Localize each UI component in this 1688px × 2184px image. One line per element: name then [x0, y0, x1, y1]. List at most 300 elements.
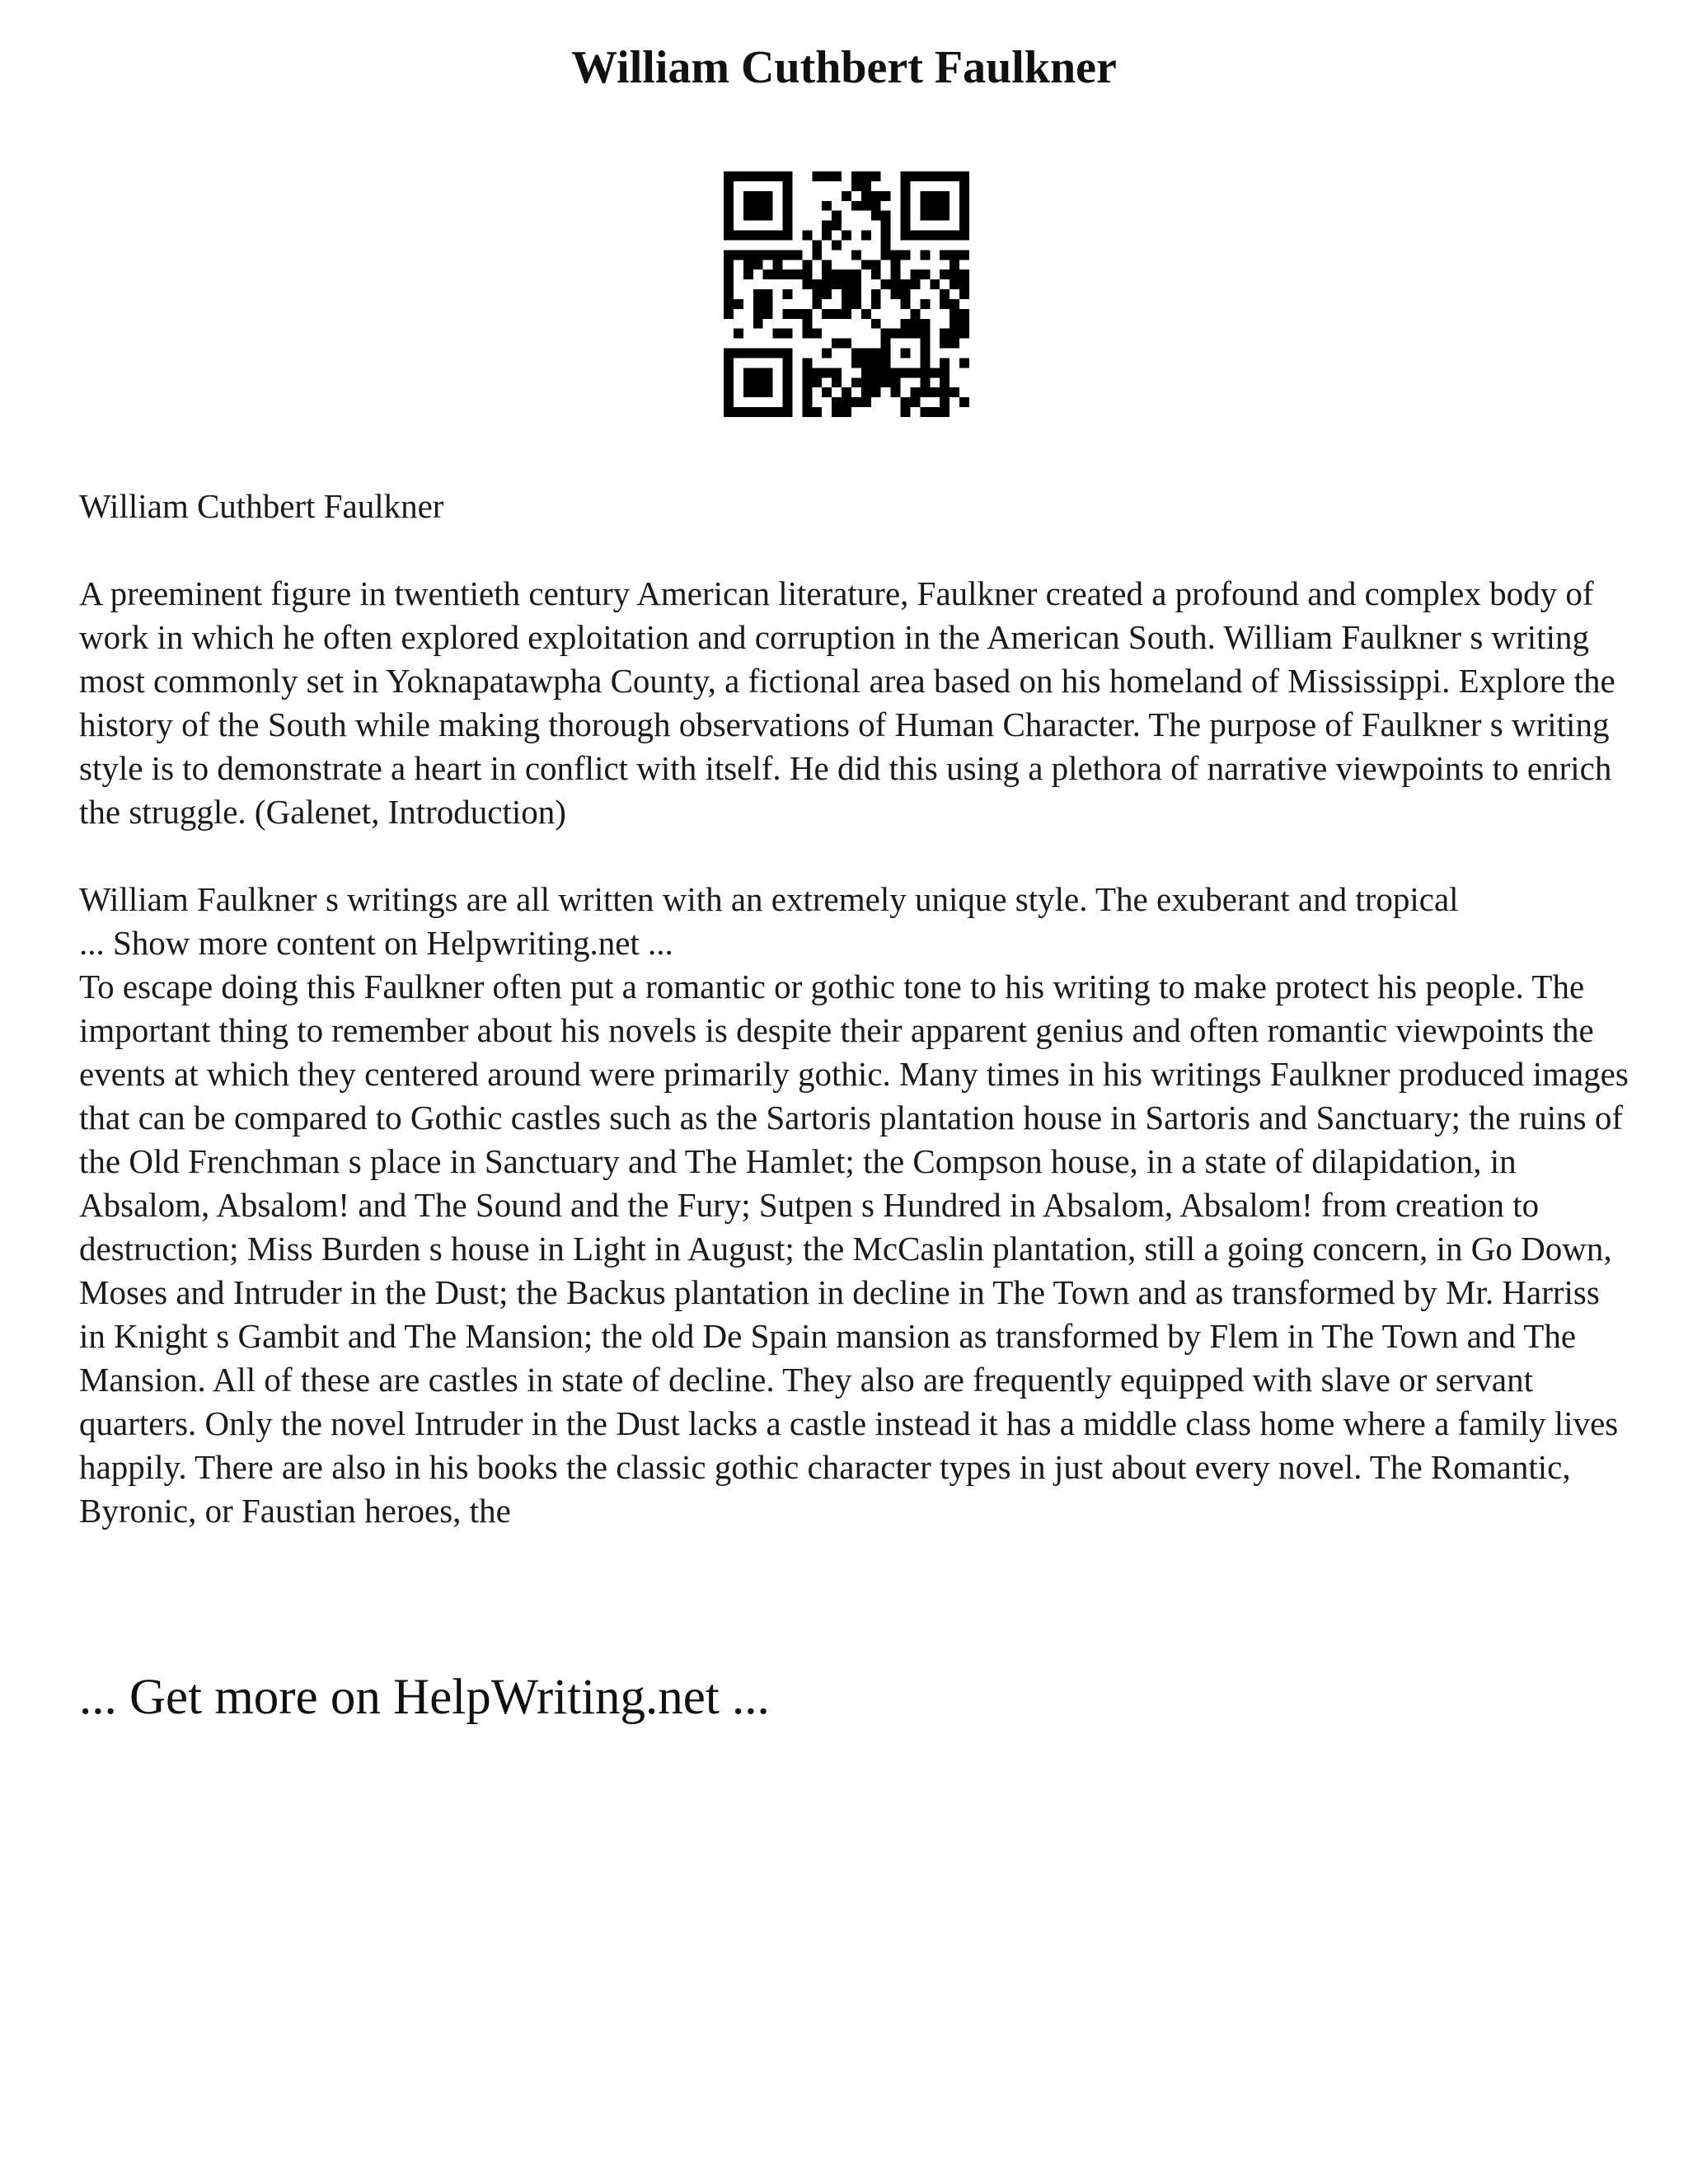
qr-module [773, 171, 783, 181]
qr-module [881, 349, 891, 359]
qr-module [861, 309, 871, 319]
qr-module [881, 250, 891, 260]
qr-module [724, 407, 734, 417]
qr-module [842, 397, 851, 407]
qr-module [753, 299, 763, 309]
qr-module [901, 181, 911, 191]
qr-module [792, 250, 802, 260]
qr-module [901, 349, 911, 359]
qr-module [901, 289, 911, 299]
qr-module [753, 191, 763, 201]
qr-module [940, 211, 950, 221]
qr-module [910, 279, 920, 289]
qr-module [871, 387, 881, 397]
qr-module [950, 279, 959, 289]
qr-module [763, 377, 773, 387]
qr-module [724, 358, 734, 368]
show-more-link[interactable]: ... Show more content on Helpwriting.net ... [79, 924, 673, 962]
qr-module [920, 377, 930, 387]
qr-module [920, 211, 930, 221]
qr-module [763, 250, 773, 260]
qr-module [832, 269, 842, 279]
qr-module [822, 289, 832, 299]
qr-module [724, 397, 734, 407]
qr-module [920, 201, 930, 211]
qr-module [724, 211, 734, 221]
qr-module [861, 368, 871, 377]
qr-module [753, 231, 763, 241]
qr-module [920, 319, 930, 329]
qr-module [910, 387, 920, 397]
qr-code-graphic [724, 171, 969, 417]
qr-module [734, 171, 743, 181]
qr-module [724, 299, 734, 309]
paragraph-gap [79, 528, 1629, 572]
qr-module [822, 309, 832, 319]
qr-module [891, 377, 901, 387]
paragraph-gothic-tone: To escape doing this Faulkner often put a romantic or gothic tone to his writing to make protect his people. The important thing to remember about his novels is despite their apparent genius and often romantic viewpoints the events at which they centered around were primarily gothic. Many times in his writings Faulkner produced images that can be compared to Gothic castles such as the Sartoris plantation house in Sartoris and Sanctuary; the ruins of the Old Frenchman s place in Sanctuary and The Hamlet; the Compson house, in a state of dilapidation, in Absalom, Absalom! and The Sound and the Fury; Sutpen s Hundred in Absalom, Absalom! from creation to destruction; Miss Burden s house in Light in August; the McCaslin plantation, still a going concern, in Go Down, Moses and Intruder in the Dust; the Backus plantation in decline in The Town and as transformed by Mr. Harriss in Knight s Gambit and The Mansion; the old De Spain mansion as transformed by Flem in The Town and The Mansion. All of these are castles in state of decline. They also are frequently equipped with slave or servant quarters. Only the novel Intruder in the Dust lacks a castle instead it has a middle class home where a family lives happily. There are also in his books the classic gothic character types in just about every novel. The Romantic, Byronic, or Faustian heroes, the [79, 968, 1629, 1530]
qr-module [783, 231, 793, 241]
qr-module [861, 377, 871, 387]
qr-module [753, 309, 763, 319]
paragraph-introduction: A preeminent figure in twentieth century American literature, Faulkner created a profound and complex body of work in which he often explored exploitation and corruption in the American South. William Faulkner s writing most commonly set in Yoknapatawpha County, a fictional area based on his homeland of Mississippi. Explore the history of the South while making thorough observations of Human Character. The purpose of Faulkner s writing style is to demonstrate a heart in conflict with itself. He did this using a plethora of narrative viewpoints to enrich the struggle. (Galenet, Introduction) [79, 574, 1615, 831]
qr-module [842, 279, 851, 289]
qr-module [940, 299, 950, 309]
qr-module [822, 171, 832, 181]
qr-module [734, 329, 743, 339]
qr-module [743, 191, 753, 201]
qr-module [832, 240, 842, 250]
qr-module [930, 231, 940, 241]
qr-module [910, 231, 920, 241]
qr-module [842, 269, 851, 279]
qr-module [832, 368, 842, 377]
qr-module [959, 289, 969, 299]
qr-module [891, 250, 901, 260]
qr-module [763, 349, 773, 359]
qr-module [802, 309, 812, 319]
qr-module [743, 260, 753, 269]
qr-module [920, 387, 930, 397]
qr-module [959, 269, 969, 279]
qr-module [940, 231, 950, 241]
qr-module [871, 191, 881, 201]
qr-module [901, 201, 911, 211]
qr-module [812, 377, 822, 387]
qr-module [881, 221, 891, 231]
qr-module [871, 171, 881, 181]
qr-module [832, 339, 842, 349]
qr-module [930, 211, 940, 221]
qr-module [851, 289, 861, 299]
qr-module [881, 377, 891, 387]
qr-module [822, 387, 832, 397]
qr-module [743, 231, 753, 241]
qr-module [959, 201, 969, 211]
qr-module [763, 269, 773, 279]
qr-module [950, 339, 959, 349]
qr-module [743, 387, 753, 397]
qr-module [802, 269, 812, 279]
qr-module [861, 191, 871, 201]
qr-module [950, 319, 959, 329]
qr-module [959, 319, 969, 329]
qr-module [881, 358, 891, 368]
qr-module [851, 279, 861, 289]
qr-module [910, 309, 920, 319]
qr-module [930, 191, 940, 201]
qr-module [802, 358, 812, 368]
qr-module [940, 201, 950, 211]
qr-module [842, 387, 851, 397]
qr-module [822, 231, 832, 241]
qr-module [891, 329, 901, 339]
qr-module [783, 211, 793, 221]
qr-module [871, 269, 881, 279]
qr-module [812, 299, 822, 309]
qr-module [959, 211, 969, 221]
qr-module [763, 407, 773, 417]
qr-module [802, 231, 812, 241]
qr-module [783, 250, 793, 260]
qr-module [832, 279, 842, 289]
qr-module [940, 358, 950, 368]
qr-module [783, 349, 793, 359]
qr-module [920, 171, 930, 181]
qr-module [724, 387, 734, 397]
qr-module [783, 201, 793, 211]
qr-module [959, 329, 969, 339]
qr-module [920, 368, 930, 377]
qr-module [734, 231, 743, 241]
qr-module [950, 269, 959, 279]
qr-module [851, 299, 861, 309]
qr-module [901, 191, 911, 201]
qr-module [861, 260, 871, 269]
qr-module [910, 171, 920, 181]
qr-module [861, 349, 871, 359]
qr-module [901, 397, 911, 407]
qr-module [753, 377, 763, 387]
qr-module [901, 171, 911, 181]
qr-module [871, 368, 881, 377]
qr-module [940, 269, 950, 279]
qr-module [959, 191, 969, 201]
qr-module [920, 339, 930, 349]
qr-module [891, 387, 901, 397]
qr-module [753, 171, 763, 181]
qr-module [753, 387, 763, 397]
qr-module [950, 231, 959, 241]
qr-module [763, 171, 773, 181]
qr-module [901, 231, 911, 241]
qr-module [861, 358, 871, 368]
qr-module [920, 407, 930, 417]
qr-module [822, 269, 832, 279]
qr-module [724, 377, 734, 387]
qr-module [851, 377, 861, 387]
qr-module [901, 407, 911, 417]
qr-module [832, 407, 842, 417]
qr-module [832, 221, 842, 231]
qr-module [851, 269, 861, 279]
qr-module [783, 329, 793, 339]
qr-module [920, 231, 930, 241]
qr-module [950, 250, 959, 260]
qr-module [950, 387, 959, 397]
qr-module [783, 377, 793, 387]
qr-module [871, 211, 881, 221]
qr-module [812, 289, 822, 299]
qr-module [959, 181, 969, 191]
qr-module [743, 269, 753, 279]
qr-module [930, 387, 940, 397]
qr-module [871, 349, 881, 359]
qr-module [832, 397, 842, 407]
qr-module [901, 299, 911, 309]
qr-module [851, 171, 861, 181]
qr-module [792, 309, 802, 319]
document-body [79, 485, 1629, 1533]
qr-module [724, 231, 734, 241]
qr-module [802, 329, 812, 339]
qr-module [773, 269, 783, 279]
qr-module [881, 191, 891, 201]
qr-module [950, 260, 959, 269]
qr-module [734, 250, 743, 260]
qr-module [753, 260, 763, 269]
qr-module [753, 289, 763, 299]
qr-module [763, 201, 773, 211]
qr-module [832, 211, 842, 221]
qr-module [743, 201, 753, 211]
qr-module [881, 211, 891, 221]
qr-module [763, 309, 773, 319]
qr-module [724, 201, 734, 211]
qr-module [773, 260, 783, 269]
qr-module [763, 191, 773, 201]
qr-module [920, 269, 930, 279]
qr-module [891, 368, 901, 377]
qr-module [861, 171, 871, 181]
qr-module [724, 309, 734, 319]
qr-module [930, 171, 940, 181]
qr-module [959, 221, 969, 231]
qr-module [920, 250, 930, 260]
qr-module [753, 319, 763, 329]
qr-module [802, 279, 812, 289]
qr-module [724, 191, 734, 201]
qr-module [851, 397, 861, 407]
qr-module [920, 358, 930, 368]
qr-module [901, 329, 911, 339]
qr-module [724, 349, 734, 359]
qr-code-icon[interactable] [724, 171, 969, 417]
qr-module [802, 387, 812, 397]
qr-module [783, 309, 793, 319]
qr-module [950, 299, 959, 309]
qr-module [734, 349, 743, 359]
qr-module [871, 377, 881, 387]
qr-module [901, 368, 911, 377]
qr-module [842, 299, 851, 309]
qr-module [763, 299, 773, 309]
qr-module [891, 279, 901, 289]
qr-module [763, 387, 773, 397]
qr-module [910, 329, 920, 339]
qr-module [802, 368, 812, 377]
qr-module [871, 358, 881, 368]
qr-module [802, 397, 812, 407]
qr-module [812, 250, 822, 260]
qr-module [871, 201, 881, 211]
qr-module [783, 407, 793, 417]
qr-module [891, 289, 901, 299]
qr-module [812, 407, 822, 417]
qr-module [940, 250, 950, 260]
qr-module [842, 231, 851, 241]
qr-module [920, 299, 930, 309]
qr-module [734, 407, 743, 417]
qr-module [851, 349, 861, 359]
qr-module [910, 368, 920, 377]
qr-module [901, 211, 911, 221]
qr-module [822, 221, 832, 231]
qr-module [940, 387, 950, 397]
qr-module [959, 397, 969, 407]
qr-module [901, 221, 911, 231]
qr-module [940, 339, 950, 349]
qr-module [783, 181, 793, 191]
qr-module [822, 349, 832, 359]
qr-module [743, 377, 753, 387]
qr-module [832, 377, 842, 387]
qr-module [812, 240, 822, 250]
qr-module [783, 397, 793, 407]
qr-module [930, 407, 940, 417]
qr-module [724, 269, 734, 279]
qr-module [940, 368, 950, 377]
qr-module [959, 309, 969, 319]
qr-module [959, 279, 969, 289]
qr-module [753, 211, 763, 221]
qr-module [842, 309, 851, 319]
qr-module [851, 250, 861, 260]
qr-module [959, 358, 969, 368]
qr-module [881, 240, 891, 250]
qr-module [753, 407, 763, 417]
qr-module [950, 329, 959, 339]
qr-module [753, 349, 763, 359]
qr-module [842, 289, 851, 299]
qr-module [724, 181, 734, 191]
qr-module [881, 279, 891, 289]
paragraph-gap [79, 834, 1629, 878]
qr-module [871, 299, 881, 309]
qr-module [959, 231, 969, 241]
qr-module [861, 201, 871, 211]
qr-module [940, 377, 950, 387]
qr-module [724, 221, 734, 231]
qr-module [901, 250, 911, 260]
qr-module [822, 260, 832, 269]
qr-module [822, 368, 832, 377]
qr-module [773, 407, 783, 417]
qr-module [802, 377, 812, 387]
qr-module [842, 407, 851, 417]
qr-module [861, 397, 871, 407]
qr-module [871, 289, 881, 299]
qr-module [724, 171, 734, 181]
qr-module [724, 279, 734, 289]
qr-module [802, 260, 812, 269]
qr-module [822, 279, 832, 289]
qr-module [910, 397, 920, 407]
qr-module [842, 339, 851, 349]
qr-module [783, 289, 793, 299]
qr-module [792, 269, 802, 279]
qr-module [812, 368, 822, 377]
qr-module [773, 349, 783, 359]
qr-module [940, 397, 950, 407]
qr-module [910, 269, 920, 279]
qr-module [891, 269, 901, 279]
qr-module [724, 260, 734, 269]
qr-module [802, 407, 812, 417]
qr-module [724, 289, 734, 299]
qr-module [842, 191, 851, 201]
qr-module [783, 358, 793, 368]
qr-module [753, 250, 763, 260]
qr-module [773, 250, 783, 260]
qr-module [871, 319, 881, 329]
qr-module [930, 368, 940, 377]
qr-module [920, 349, 930, 359]
qr-module [743, 349, 753, 359]
qr-module [773, 329, 783, 339]
paragraph-writing-style: William Faulkner s writings are all written with an extremely unique style. The exuberant and tropical [79, 880, 1459, 918]
qr-module [881, 368, 891, 377]
qr-module [743, 407, 753, 417]
document-subtitle: William Cuthbert Faulkner [79, 487, 444, 525]
qr-module [851, 201, 861, 211]
qr-module [783, 387, 793, 397]
qr-module [901, 319, 911, 329]
qr-module [861, 387, 871, 397]
page-title: William Cuthbert Faulkner [571, 42, 1117, 93]
qr-module [743, 171, 753, 181]
qr-module [861, 181, 871, 191]
qr-module [950, 171, 959, 181]
qr-module [763, 211, 773, 221]
qr-module [920, 329, 930, 339]
qr-module [930, 201, 940, 211]
qr-module [891, 260, 901, 269]
qr-module [822, 201, 832, 211]
qr-module [753, 201, 763, 211]
qr-module [783, 171, 793, 181]
qr-module [812, 329, 822, 339]
qr-module [881, 231, 891, 241]
qr-module [871, 260, 881, 269]
qr-module [832, 309, 842, 319]
qr-module [930, 279, 940, 289]
qr-module [881, 339, 891, 349]
qr-module [724, 368, 734, 377]
qr-module [763, 231, 773, 241]
qr-module [783, 191, 793, 201]
get-more-link[interactable]: ... Get more on HelpWriting.net ... [79, 1670, 770, 1725]
